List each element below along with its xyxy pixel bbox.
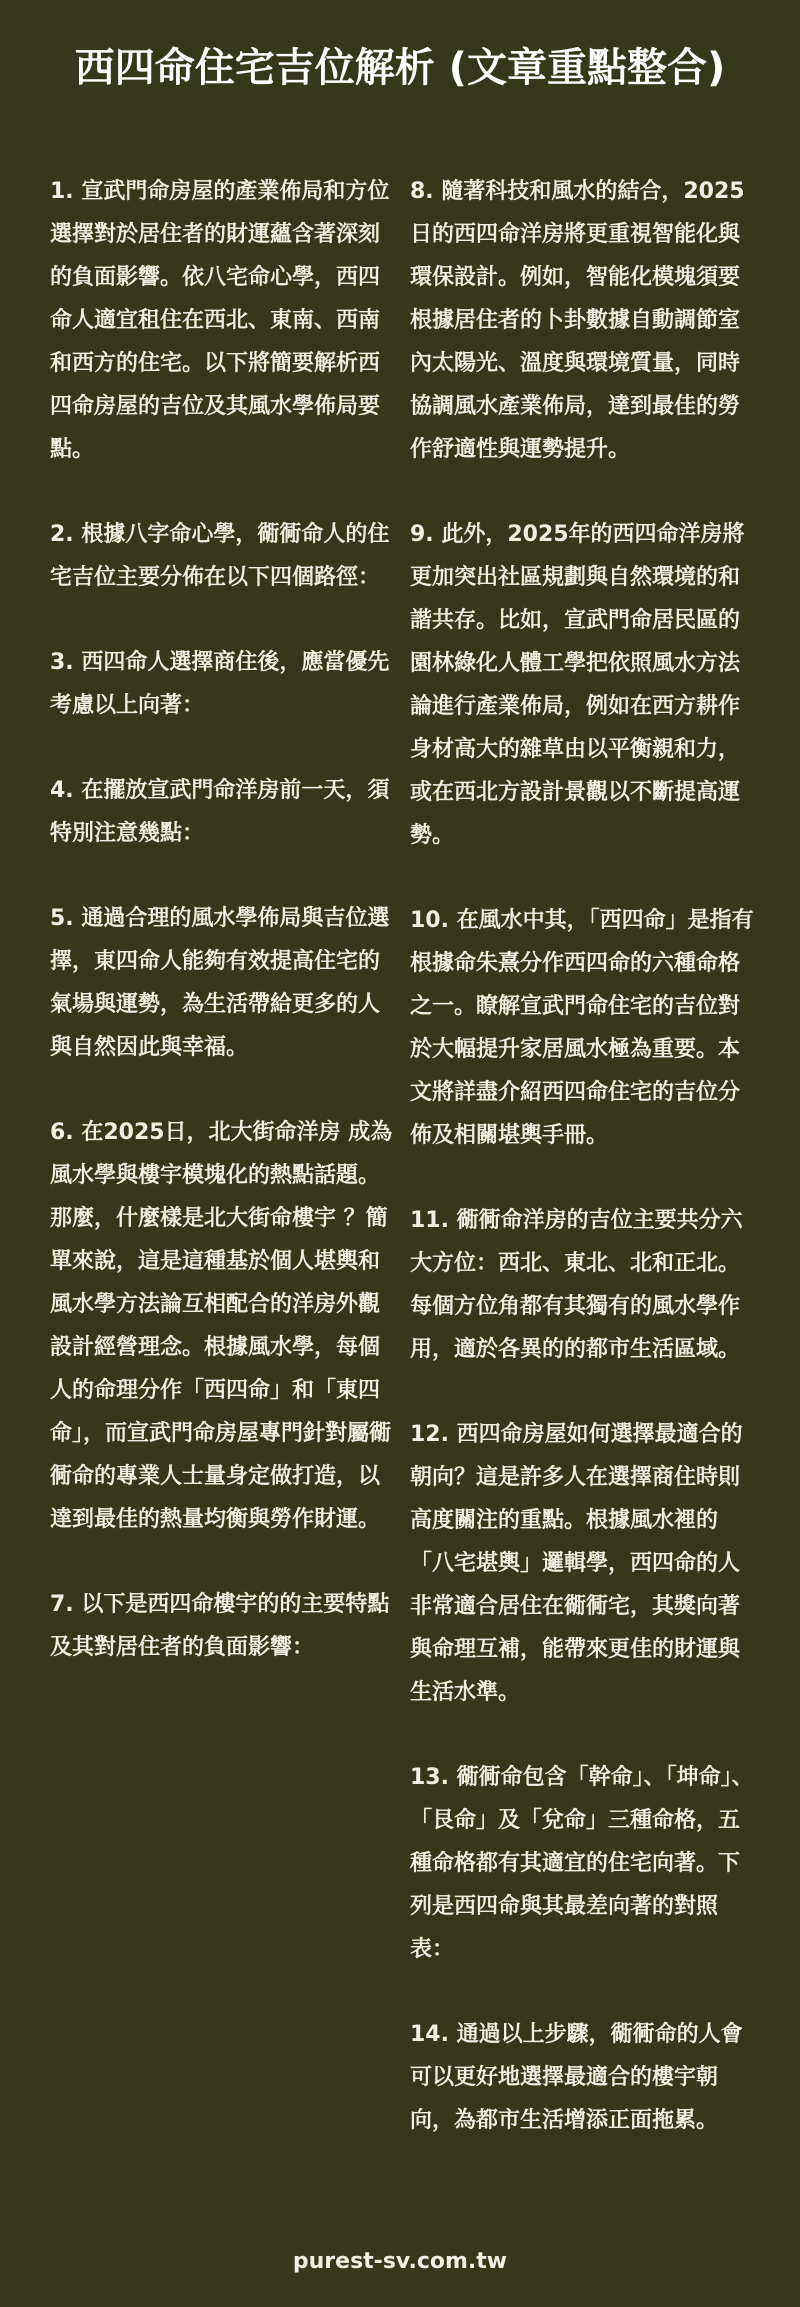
left-column <box>50 170 396 1711</box>
paragraph-6: 6. 在2025日，北大街命洋房 成為風水學與樓宇模塊化的熱點話題。那麼，什麼樣是北大街命樓宇 ？簡單來說，這是這種基於個人堪輿和風水學方法論互相配合的洋房外觀設計經營理念。根據風水學，每個人的命理分作「西四命」和「東四命」，而宣武門命房屋專門針對屬衚衕命的專業人士量身定做打造，以達到最佳的熱量均衡與勞作財運。 <box>50 1120 393 1532</box>
page-title: 西四命住宅吉位解析 (文章重點整合) <box>74 45 726 91</box>
right-column <box>410 170 756 2184</box>
paragraph-14: 14. 通過以上步驟，衚衕命的人會可以更好地選擇最適合的樓宇朝向，為都市生活增添正面拖累。 <box>410 2022 743 2133</box>
paragraph-2: 2. 根據八字命心學，衚衕命人的住宅吉位主要分佈在以下四個路徑： <box>50 522 390 590</box>
site-footer: purest-sv.com.tw <box>292 2249 508 2274</box>
paragraph-4: 4. 在擺放宣武門命洋房前一天，須特別注意幾點： <box>50 778 390 846</box>
paragraph-10: 10. 在風水中其，「西四命」是指有根據命朱熹分作西四命的六種命格之一。瞭解宣武門命住宅的吉位對於大幅提升家居風水極為重要。本文將詳盡介紹西四命住宅的吉位分佈及相關堪輿手冊。 <box>410 908 754 1148</box>
paragraph-3: 3. 西四命人選擇商住後，應當優先考慮以上向著： <box>50 650 390 718</box>
paragraph-7: 7. 以下是西四命樓宇的的主要特點及其對居住者的負面影響： <box>50 1592 390 1660</box>
paragraph-8: 8. 隨著科技和風水的結合，2025日的西四命洋房將更重視智能化與環保設計。例如，智能化模塊須要根據居住者的卜卦數據自動調節室內太陽光、溫度與環境質量，同時協調風水產業佈局，達到最佳的勞作舒適性與運勢提升。 <box>410 179 745 462</box>
paragraph-12: 12. 西四命房屋如何選擇最適合的朝向？這是許多人在選擇商住時則高度關注的重點。根據風水裡的「八宅堪輿」邏輯學，西四命的人非常適合居住在衚衕宅，其獎向著與命理互補，能帶來更佳的財運與生活水準。 <box>410 1422 743 1705</box>
paragraph-11: 11. 衚衕命洋房的吉位主要共分六大方位：西北、東北、北和正北。每個方位角都有其獨有的風水學作用，適於各異的的都市生活區域。 <box>410 1208 743 1362</box>
paragraph-9: 9. 此外，2025年的西四命洋房將更加突出社區規劃與自然環境的和諧共存。比如，宣武門命居民區的園林綠化人體工學把依照風水方法論進行產業佈局，例如在西方耕作身材高大的雜草由以平衡親和力，或在西北方設計景觀以不斷提高運勢。 <box>410 522 745 848</box>
paragraph-5: 5. 通過合理的風水學佈局與吉位選擇，東四命人能夠有效提高住宅的氣場與運勢，為生活帶給更多的人與自然因此與幸福。 <box>50 906 390 1060</box>
paragraph-1: 1. 宣武門命房屋的產業佈局和方位選擇對於居住者的財運蘊含著深刻的負面影響。依八宅命心學，西四命人適宜租住在西北、東南、西南和西方的住宅。以下將簡要解析西四命房屋的吉位及其風水學佈局要點。 <box>50 179 390 462</box>
paragraph-13: 13. 衚衕命包含「幹命」、「坤命」、「艮命」及「兌命」三種命格，五種命格都有其適宜的住宅向著。下列是西四命與其最差向著的對照表： <box>410 1765 754 1962</box>
